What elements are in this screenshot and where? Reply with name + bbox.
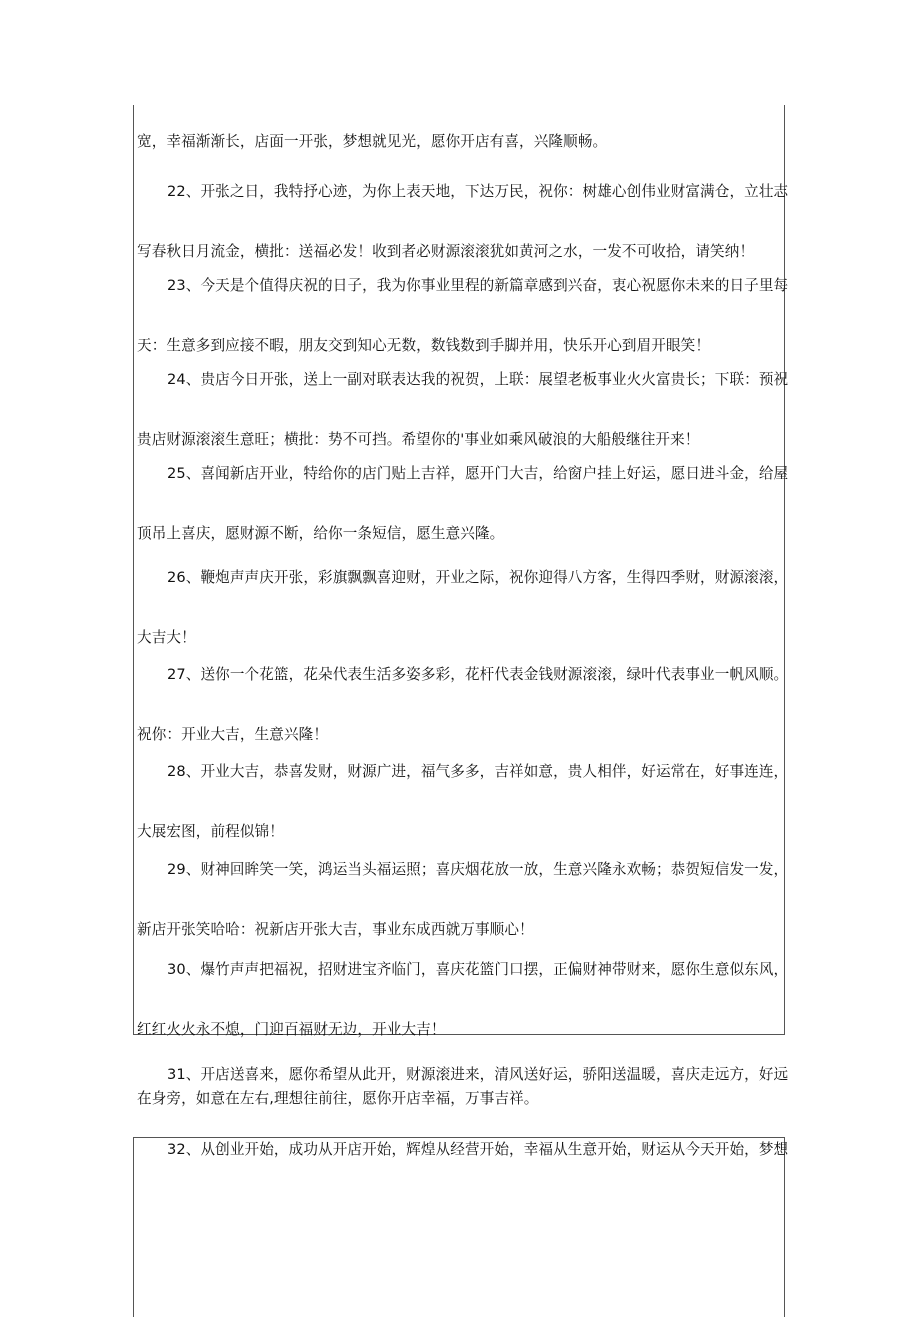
paragraph-line: 在身旁，如意在左右,理想往前往，愿你开店幸福，万事吉祥。 [137,1090,539,1107]
paragraph-line: 25、喜闻新店开业，特给你的店门贴上吉祥，愿开门大吉，给窗户挂上好运，愿日进斗金，给屋 [167,465,789,482]
paragraph-31 [137,1063,789,1111]
paragraph-line: 贵店财源滚滚生意旺；横批：势不可挡。希望你的'事业如乘风破浪的大船般继往开来！ [137,431,700,448]
paragraph-line: 宽，幸福渐渐长，店面一开张，梦想就见光，愿你开店有喜，兴隆顺畅。 [137,133,608,150]
paragraph-line: 大展宏图，前程似锦！ [137,823,284,840]
paragraph-line: 23、今天是个值得庆祝的日子，我为你事业里程的新篇章感到兴奋，衷心祝愿你未来的日子里每 [167,277,789,294]
paragraph-line: 27、送你一个花篮，花朵代表生活多姿多彩，花杆代表金钱财源滚滚，绿叶代表事业一帆风顺。 [167,666,789,683]
paragraph-line: 大吉大！ [137,629,196,646]
paragraph-line: 26、鞭炮声声庆开张，彩旗飘飘喜迎财，开业之际，祝你迎得八方客，生得四季财，财源滚滚， [167,569,789,586]
paragraph-line: 天：生意多到应接不暇，朋友交到知心无数，数钱数到手脚并用，快乐开心到眉开眼笑！ [137,337,711,354]
paragraph-line: 顶吊上喜庆，愿财源不断，给你一条短信，愿生意兴隆。 [137,525,505,542]
paragraph-30 [137,940,789,1060]
paragraph-line: 24、贵店今日开张，送上一副对联表达我的祝贺，上联：展望老板事业火火富贵长；下联：预祝 [167,371,789,388]
paragraph-line: 写春秋日月流金，横批：送福必发！收到者必财源滚滚犹如黄河之水，一发不可收拾，请笑纳！ [137,243,755,260]
paragraph-line: 29、财神回眸笑一笑，鸿运当头福运照；喜庆烟花放一放，生意兴隆永欢畅；恭贺短信发一发， [167,861,789,878]
paragraph-line: 28、开业大吉，恭喜发财，财源广进，福气多多，吉祥如意，贵人相伴，好运常在，好事连连， [167,763,789,780]
paragraph-line: 22、开张之日，我特抒心迹，为你上表天地，下达万民，祝你：树雄心创伟业财富满仓，立壮志 [167,183,789,200]
paragraph-32 [137,1120,789,1180]
paragraph-25 [137,444,789,564]
paragraph-line: 新店开张笑哈哈：祝新店开张大吉，事业东成西就万事顺心！ [137,921,534,938]
paragraph-line: 31、开店送喜来，愿你希望从此开，财源滚进来，清风送好运，骄阳送温暖，喜庆走远方，好远 [167,1066,789,1083]
paragraph-line: 30、爆竹声声把福祝，招财进宝齐临门，喜庆花篮门口摆，正偏财神带财来，愿你生意似东风， [167,961,789,978]
paragraph-line: 祝你：开业大吉，生意兴隆！ [137,726,329,743]
paragraph-line: 红红火火永不熄，门迎百福财无边，开业大吉！ [137,1021,446,1038]
paragraph-line: 32、从创业开始，成功从开店开始，辉煌从经营开始，幸福从生意开始，财运从今天开始，梦想 [167,1141,789,1158]
